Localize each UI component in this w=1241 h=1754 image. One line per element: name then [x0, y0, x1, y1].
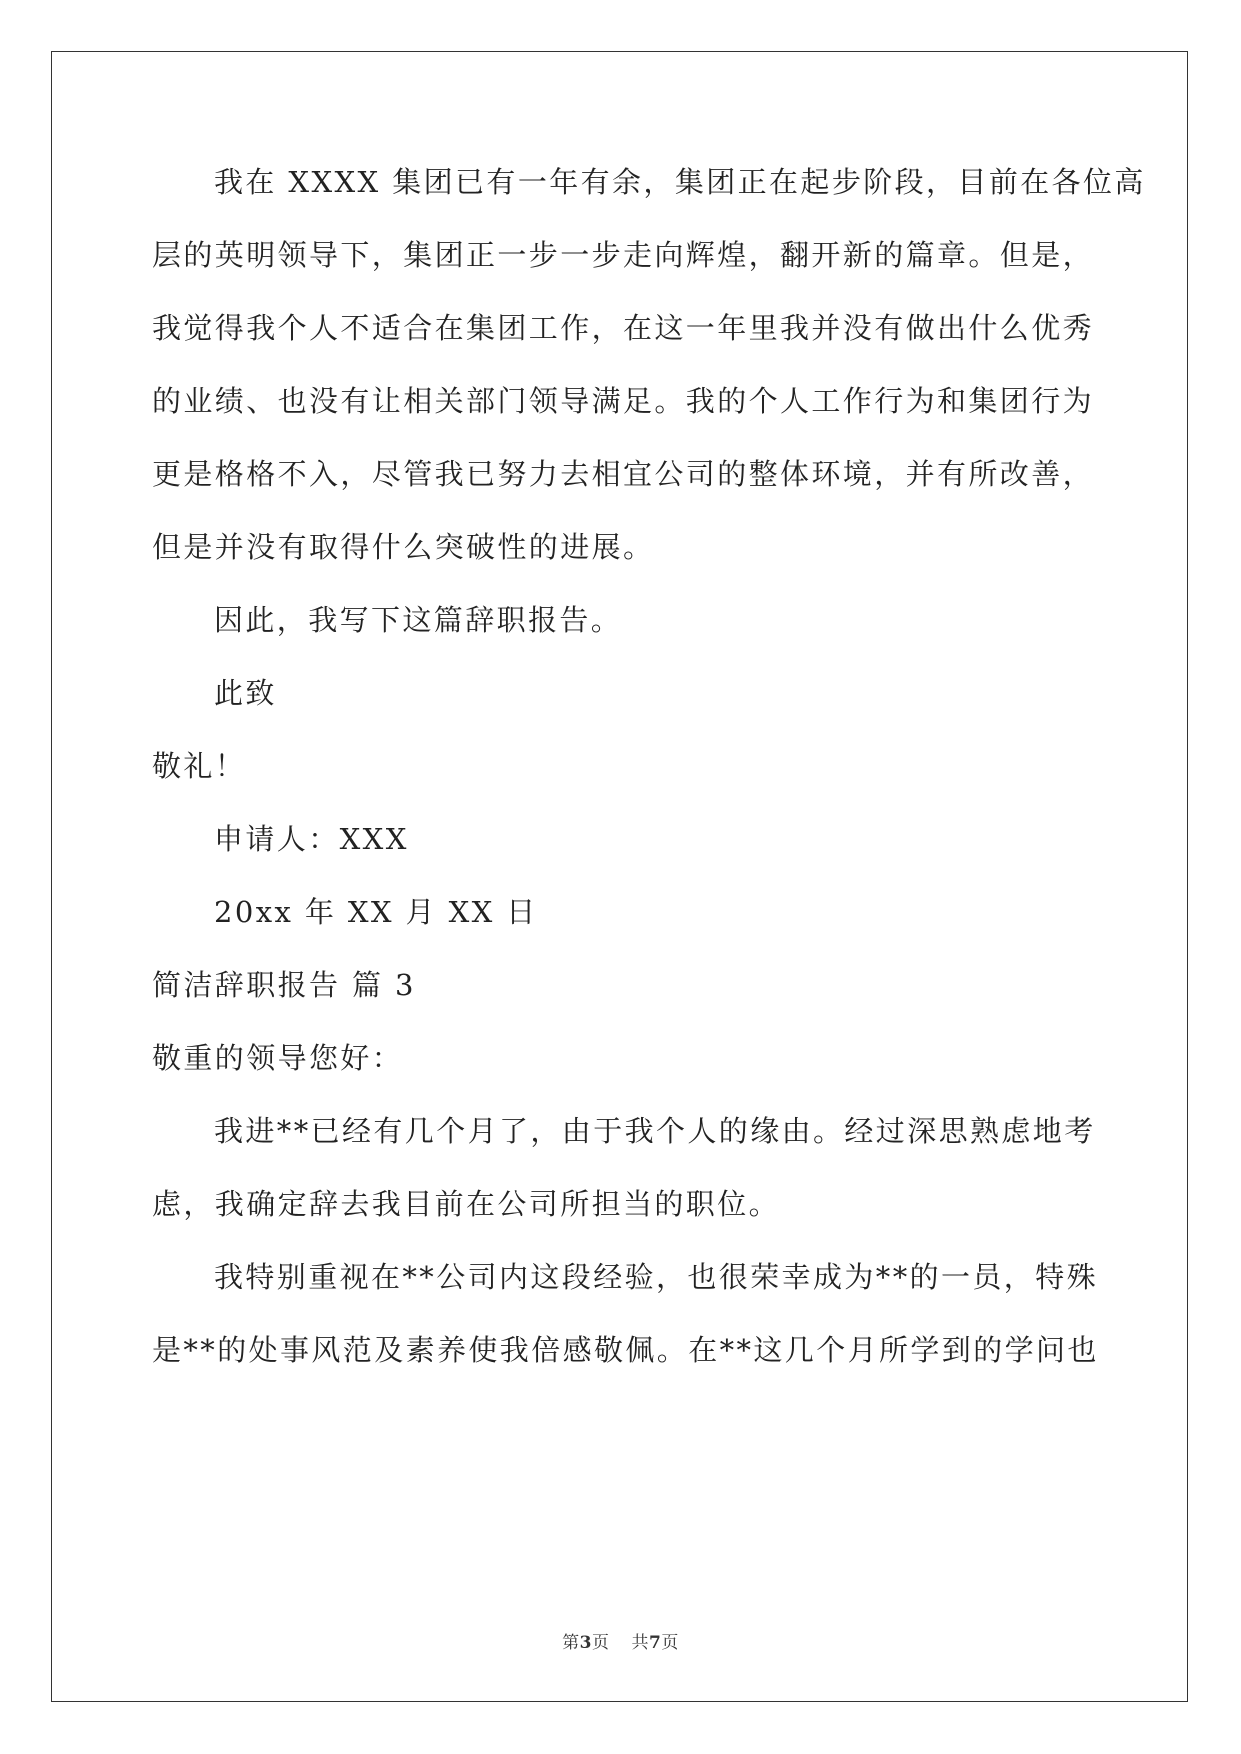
total-suffix: 页	[661, 1633, 679, 1653]
paragraph-line: 层的英明领导下，集团正一步一步走向辉煌，翻开新的篇章。但是，	[152, 238, 1095, 272]
letter-greeting: 敬重的领导您好：	[152, 1041, 404, 1075]
page-number: 3	[579, 1633, 592, 1653]
total-pages: 7	[649, 1633, 662, 1653]
paragraph-line: 是**的处事风范及素养使我倍感敬佩。在**这几个月所学到的学问也	[152, 1333, 1099, 1367]
paragraph-line: 的业绩、也没有让相关部门领导满足。我的个人工作行为和集团行为	[152, 384, 1095, 418]
paragraph-line: 我进**已经有几个月了，由于我个人的缘由。经过深思熟虑地考	[214, 1114, 1096, 1148]
page-prefix: 第	[562, 1633, 580, 1653]
paragraph-line: 我特别重视在**公司内这段经验，也很荣幸成为**的一员，特殊	[214, 1260, 1099, 1294]
paragraph-line: 更是格格不入，尽管我已努力去相宜公司的整体环境，并有所改善，	[152, 457, 1095, 491]
letter-date: 20xx 年 XX 月 XX 日	[214, 895, 538, 929]
paragraph-line: 但是并没有取得什么突破性的进展。	[152, 530, 655, 564]
applicant-signature: 申请人：XXX	[214, 822, 409, 856]
total-prefix: 共	[631, 1633, 649, 1653]
page-suffix: 页	[592, 1633, 610, 1653]
page-footer	[0, 1628, 1241, 1653]
closing-regards: 敬礼！	[152, 749, 247, 783]
paragraph-line: 我觉得我个人不适合在集团工作，在这一年里我并没有做出什么优秀	[152, 311, 1095, 345]
paragraph-line: 我在 XXXX 集团已有一年有余，集团正在起步阶段，目前在各位高	[214, 165, 1146, 199]
paragraph-line: 虑，我确定辞去我目前在公司所担当的职位。	[152, 1187, 781, 1221]
closing-salutation: 此致	[214, 676, 277, 710]
paragraph-line: 因此，我写下这篇辞职报告。	[214, 603, 623, 637]
section-heading: 简洁辞职报告 篇 3	[152, 968, 416, 1002]
page-border	[51, 51, 1188, 1702]
